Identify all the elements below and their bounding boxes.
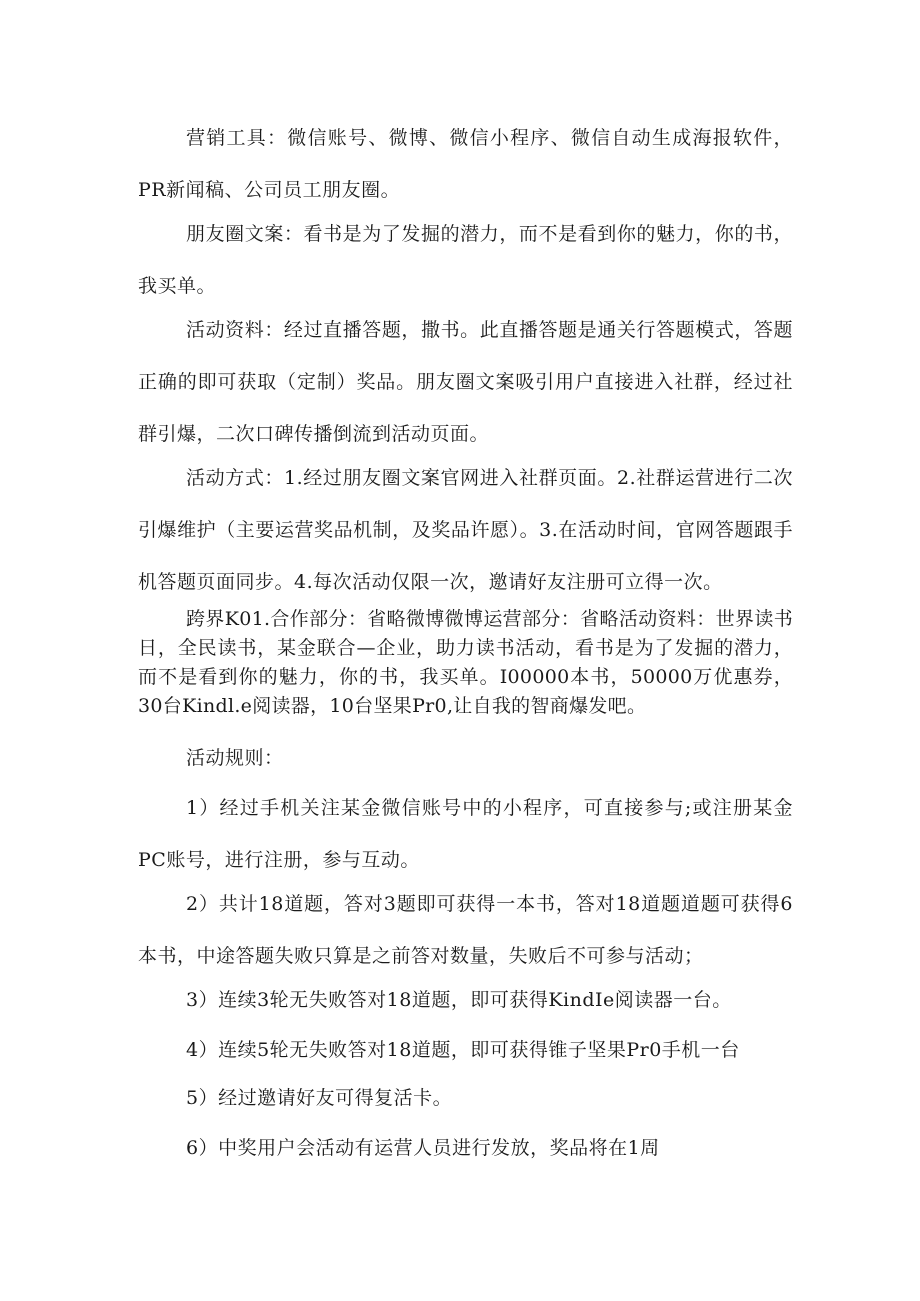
paragraph-marketing-tools: 营销工具：微信账号、微博、微信小程序、微信自动生成海报软件，PR新闻稿、公司员工朋友圈。 (138, 127, 793, 201)
paragraph-rule-6: 6）中奖用户会活动有运营人员进行发放，奖品将在1周 (186, 1137, 660, 1159)
paragraph-rule-5: 5）经过邀请好友可得复活卡。 (186, 1087, 453, 1109)
paragraph-activity-materials: 活动资料：经过直播答题，撒书。此直播答题是通关行答题模式，答题正确的即可获取（定制）奖品。朋友圈文案吸引用户直接进入社群，经过社群引爆，二次口碑传播倒流到活动页面。 (138, 319, 793, 445)
paragraph-activity-method: 活动方式：1.经过朋友圈文案官网进入社群页面。2.社群运营进行二次引爆维护（主要运营奖品机制，及奖品许愿）。3.在活动时间，官网答题跟手机答题页面同步。4.每次活动仅限一次，邀请好友注册可立得一次。 (138, 467, 793, 593)
paragraph-rule-4: 4）连续5轮无失败答对18道题，即可获得锥子坚果Pr0手机一台 (186, 1039, 740, 1061)
paragraph-rules-heading: 活动规则： (186, 747, 284, 769)
paragraph-rule-1: 1）经过手机关注某金微信账号中的小程序，可直接参与;或注册某金PC账号，进行注册，参与互动。 (138, 797, 793, 871)
paragraph-rule-2: 2）共计18道题，答对3题即可获得一本书，答对18道题道题可获得6本书，中途答题失败只算是之前答对数量，失败后不可参与活动； (138, 893, 793, 967)
paragraph-rule-3: 3）连续3轮无失败答对18道题，即可获得KindIe阅读器一台。 (186, 989, 732, 1011)
paragraph-crossover: 跨界K01.合作部分：省略微博微博运营部分：省略活动资料：世界读书日，全民读书，某金联合—企业，助力读书活动，看书是为了发掘的潜力，而不是看到你的魅力，你的书，我买单。I00000本书，50000万优惠券，30台Kindl.e阅读器，10台坚果Pr0,让自我的智商爆发吧。 (138, 608, 793, 717)
paragraph-moments-copy: 朋友圈文案：看书是为了发掘的潜力，而不是看到你的魅力，你的书，我买单。 (138, 223, 793, 297)
